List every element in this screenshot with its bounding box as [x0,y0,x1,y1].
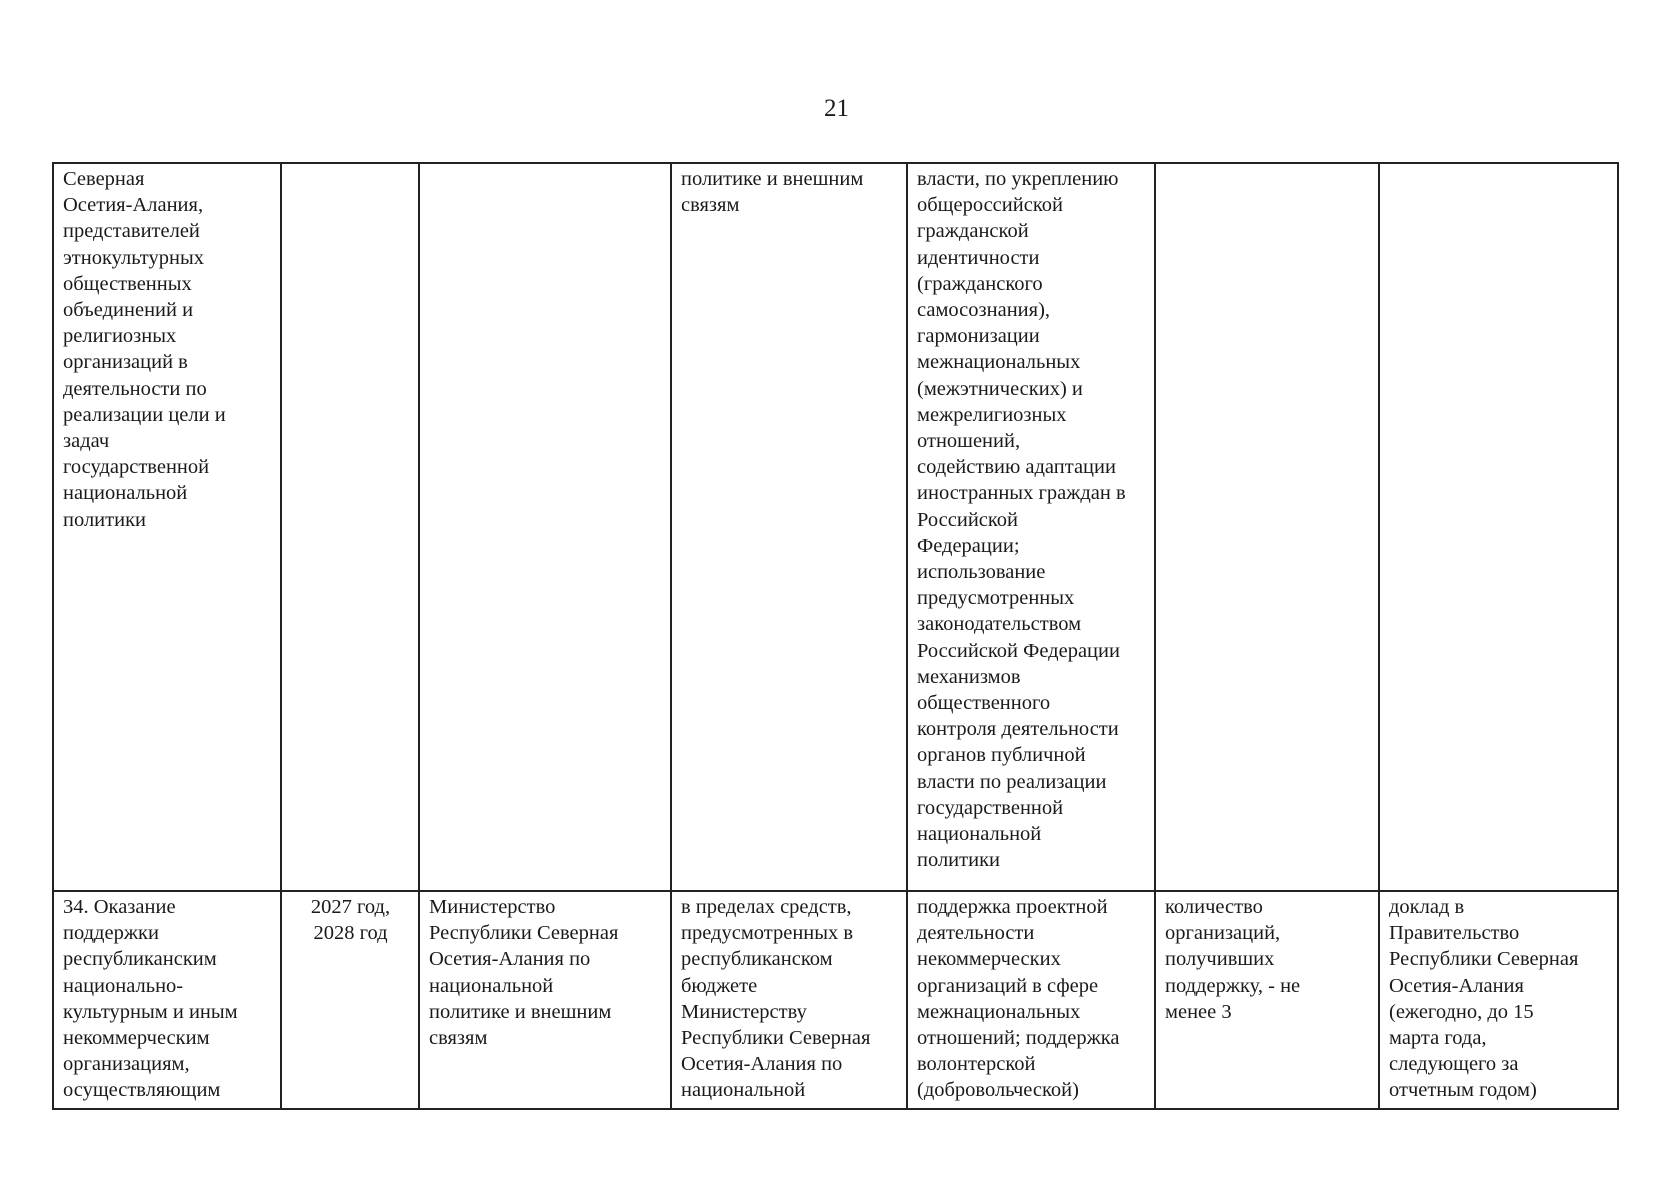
plan-table [52,162,1619,1110]
table-row [53,163,1618,891]
result-cell: поддержка проектной деятельности некоммерческих организаций в сфере межнациональных отношений; поддержка волонтерской (добровольческой) [907,891,1155,1109]
deadline-cell [281,163,419,891]
report-cell [1379,163,1618,891]
deadline-cell: 2027 год, 2028 год [281,891,419,1109]
funding-cell: в пределах средств, предусмотренных в республиканском бюджете Министерству Республики Северная Осетия-Алания по национальной [671,891,907,1109]
funding-cell: политике и внешним связям [671,163,907,891]
report-cell: доклад в Правительство Республики Северная Осетия-Алания (ежегодно, до 15 марта года, следующего за отчетным годом) [1379,891,1618,1109]
indicator-cell: количество организаций, получивших поддержку, - не менее 3 [1155,891,1379,1109]
event-name-cell: Северная Осетия-Алания, представителей этнокультурных общественных объединений и религиозных организаций в деятельности по реализации цели и задач государственной национальной политики [53,163,281,891]
result-cell: власти, по укреплению общероссийской гражданской идентичности (гражданского самосознания), гармонизации межнациональных (межэтнических) и межрелигиозных отношений, содействию адаптации иностранных граждан в Российской Федерации; использование предусмотренных законодательством Российской Федерации механизмов общественного контроля деятельности органов публичной власти по реализации государственной национальной политики [907,163,1155,891]
table-row [53,891,1618,1109]
indicator-cell [1155,163,1379,891]
event-name-cell: 34. Оказание поддержки республиканским национально- культурным и иным некоммерческим организациям, осуществляющим [53,891,281,1109]
responsible-cell: Министерство Республики Северная Осетия-Алания по национальной политике и внешним связям [419,891,671,1109]
page-number: 21 [824,95,849,122]
responsible-cell [419,163,671,891]
